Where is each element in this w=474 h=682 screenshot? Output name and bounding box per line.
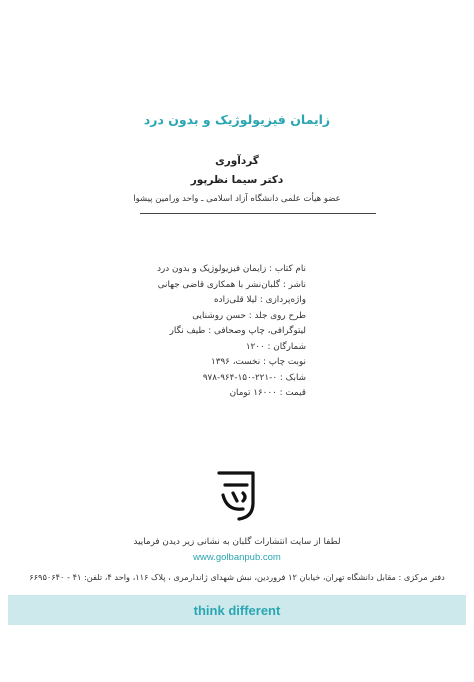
- author-affiliation: عضو هیأت علمی دانشگاه آزاد اسلامی ـ واحد ورامین پیشوا: [133, 194, 341, 204]
- info-price: قیمت : ۱۶۰۰۰ تومان: [229, 388, 306, 398]
- info-circulation: شمارگان : ۱۲۰۰: [245, 341, 306, 352]
- compiled-by-label: گردآوری: [215, 155, 259, 167]
- slogan-banner: [8, 595, 466, 625]
- visit-website-text: لطفا از سایت انتشارات گلبان به نشانی زیر دیدن فرمایید: [133, 537, 341, 547]
- slogan-text: think different: [193, 602, 281, 618]
- info-printing: لیتوگرافی، چاپ وصحافی : طیف نگار: [169, 326, 306, 336]
- publisher-website-link[interactable]: www.golbanpub.com: [193, 552, 281, 563]
- golban-logo-icon: [213, 463, 261, 525]
- info-edition: نوبت چاپ : نخست، ۱۳۹۶: [211, 357, 306, 367]
- info-isbn: شابک : ۰-۲۲۱-۱۵۰-۹۶۴-۹۷۸: [202, 372, 306, 383]
- info-typesetting: واژه‌پردازی : لیلا قلی‌زاده: [214, 295, 306, 305]
- divider-line: [140, 213, 376, 214]
- info-book-name: نام کتاب : زایمان فیزیولوژیک و بدون درد: [157, 264, 306, 274]
- info-publisher: ناشر : گلبان‌نشر با همکاری قاضی جهانی: [157, 279, 306, 290]
- info-cover-design: طرح روی جلد : حسن روشنایی: [192, 310, 306, 321]
- office-address: دفتر مرکزی : مقابل دانشگاه تهران، خیابان ۱۲ فروردین، نبش شهدای ژاندارمری ، پلاک ۱۱۶، واحد ۴، تلفن: ۴۱ - ۶۶۹۵۰۶۴۰: [29, 572, 445, 582]
- book-title: زایمان فیزیولوژیک و بدون درد: [143, 112, 331, 127]
- author-name: دکتر سیما نظرپور: [190, 174, 284, 186]
- publication-info-list: [106, 262, 306, 402]
